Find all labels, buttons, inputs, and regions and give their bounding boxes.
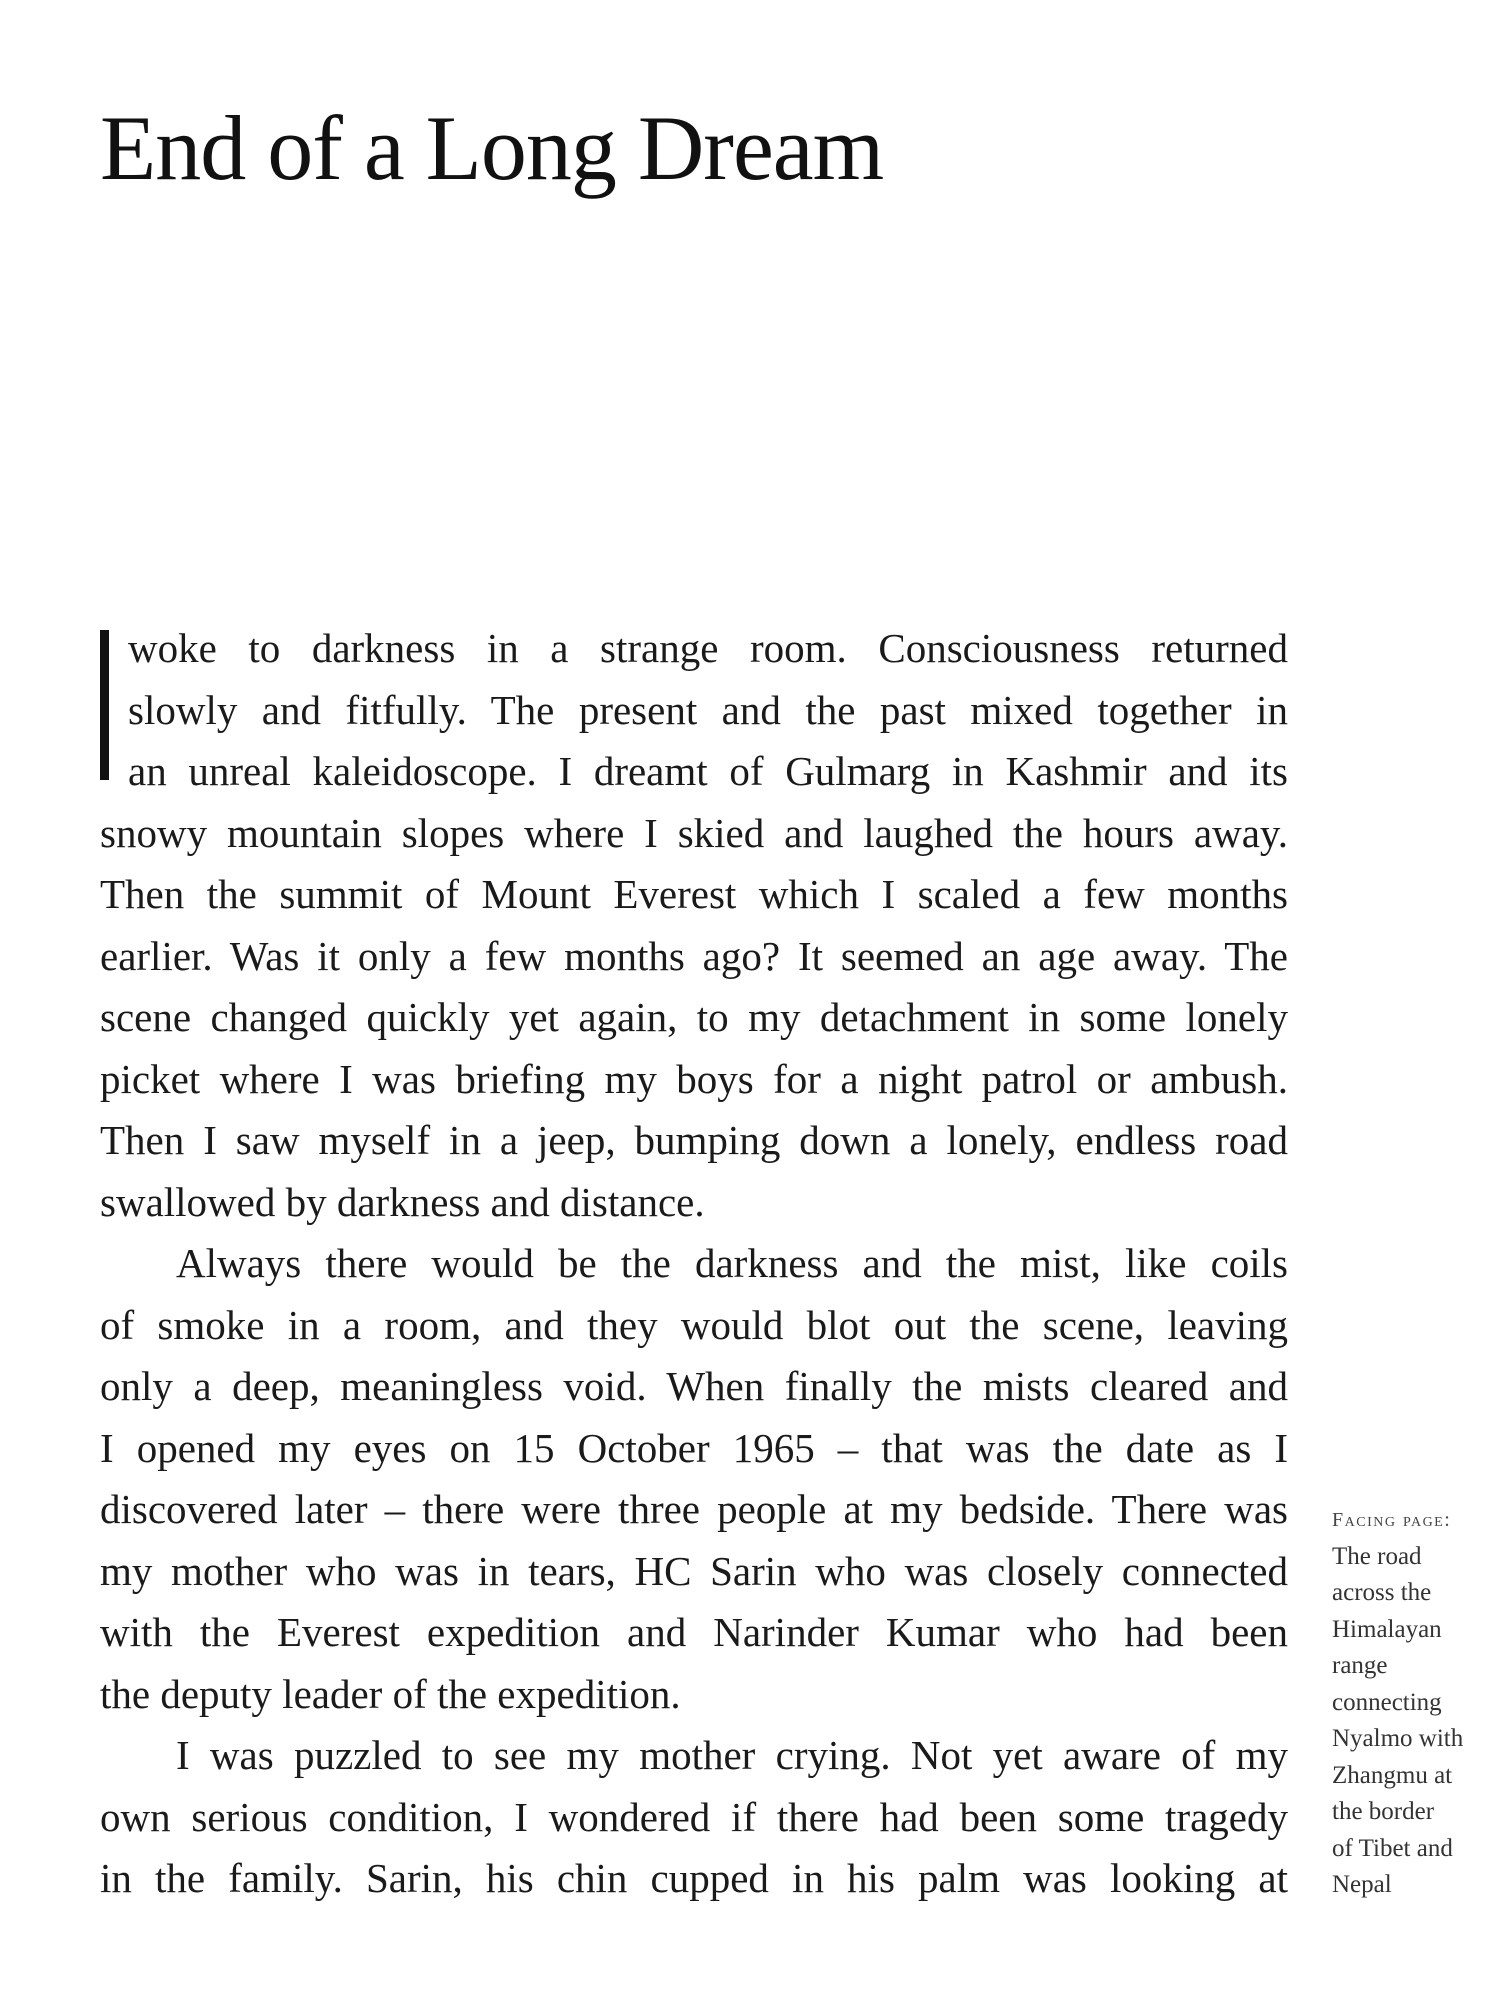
paragraph-2: [100, 1233, 1288, 1725]
text-line: my mother who was in tears, HC Sarin who was closely connected: [100, 1547, 1288, 1594]
text-line: picket where I was briefing my boys for a night patrol or ambush.: [100, 1055, 1288, 1102]
caption-line: connecting: [1332, 1688, 1442, 1716]
text-line: Always there would be the darkness and the mist, like coils: [176, 1240, 1288, 1286]
paragraph-1: [100, 618, 1288, 1233]
text-line: swallowed by darkness and distance.: [100, 1178, 705, 1225]
caption-line: Zhangmu at: [1332, 1761, 1453, 1789]
paragraph-3: [100, 1725, 1288, 1910]
caption-line: of Tibet and: [1332, 1834, 1453, 1862]
text-line: scene changed quickly yet again, to my detachment in some lonely: [100, 994, 1288, 1040]
caption-line: range: [1332, 1652, 1388, 1679]
text-line: Then I saw myself in a jeep, bumping down a lonely, endless road: [100, 1117, 1288, 1163]
text-line: I was puzzled to see my mother crying. Not yet aware of my: [176, 1732, 1288, 1778]
caption-label: Facing page:: [1332, 1509, 1452, 1531]
chapter-title: End of a Long Dream: [100, 97, 884, 199]
caption-line: across the: [1332, 1579, 1432, 1606]
photo-caption: [1332, 1502, 1492, 1904]
text-line: of smoke in a room, and they would blot out the scene, leaving: [100, 1301, 1288, 1348]
text-line: in the family. Sarin, his chin cupped in his palm was looking at: [100, 1855, 1288, 1901]
caption-line: Nepal: [1332, 1871, 1392, 1898]
text-line: own serious condition, I wondered if there had been some tragedy: [100, 1793, 1288, 1840]
text-line: with the Everest expedition and Narinder Kumar who had been: [100, 1609, 1288, 1655]
text-line: Then the summit of Mount Everest which I scaled a few months: [100, 871, 1288, 917]
text-line: the deputy leader of the expedition.: [100, 1670, 681, 1717]
text-line: snowy mountain slopes where I skied and laughed the hours away.: [100, 809, 1288, 856]
chapter-body: [100, 618, 1288, 1910]
text-line: an unreal kaleidoscope. I dreamt of Gulmarg in Kashmir and its: [128, 748, 1288, 794]
text-line: only a deep, meaningless void. When finally the mists cleared and: [100, 1363, 1288, 1409]
text-line: I opened my eyes on 15 October 1965 – that was the date as I: [100, 1424, 1288, 1471]
caption-line: The road: [1332, 1542, 1422, 1570]
text-line: woke to darkness in a strange room. Consciousness returned: [128, 625, 1288, 671]
text-line: earlier. Was it only a few months ago? It seemed an age away. The: [100, 932, 1288, 979]
text-line: slowly and fitfully. The present and the past mixed together in: [128, 686, 1288, 733]
caption-line: the border: [1332, 1798, 1435, 1825]
caption-line: Nyalmo with: [1332, 1725, 1464, 1752]
text-line: discovered later – there were three people at my bedside. There was: [100, 1486, 1288, 1532]
caption-line: Himalayan: [1332, 1615, 1442, 1643]
